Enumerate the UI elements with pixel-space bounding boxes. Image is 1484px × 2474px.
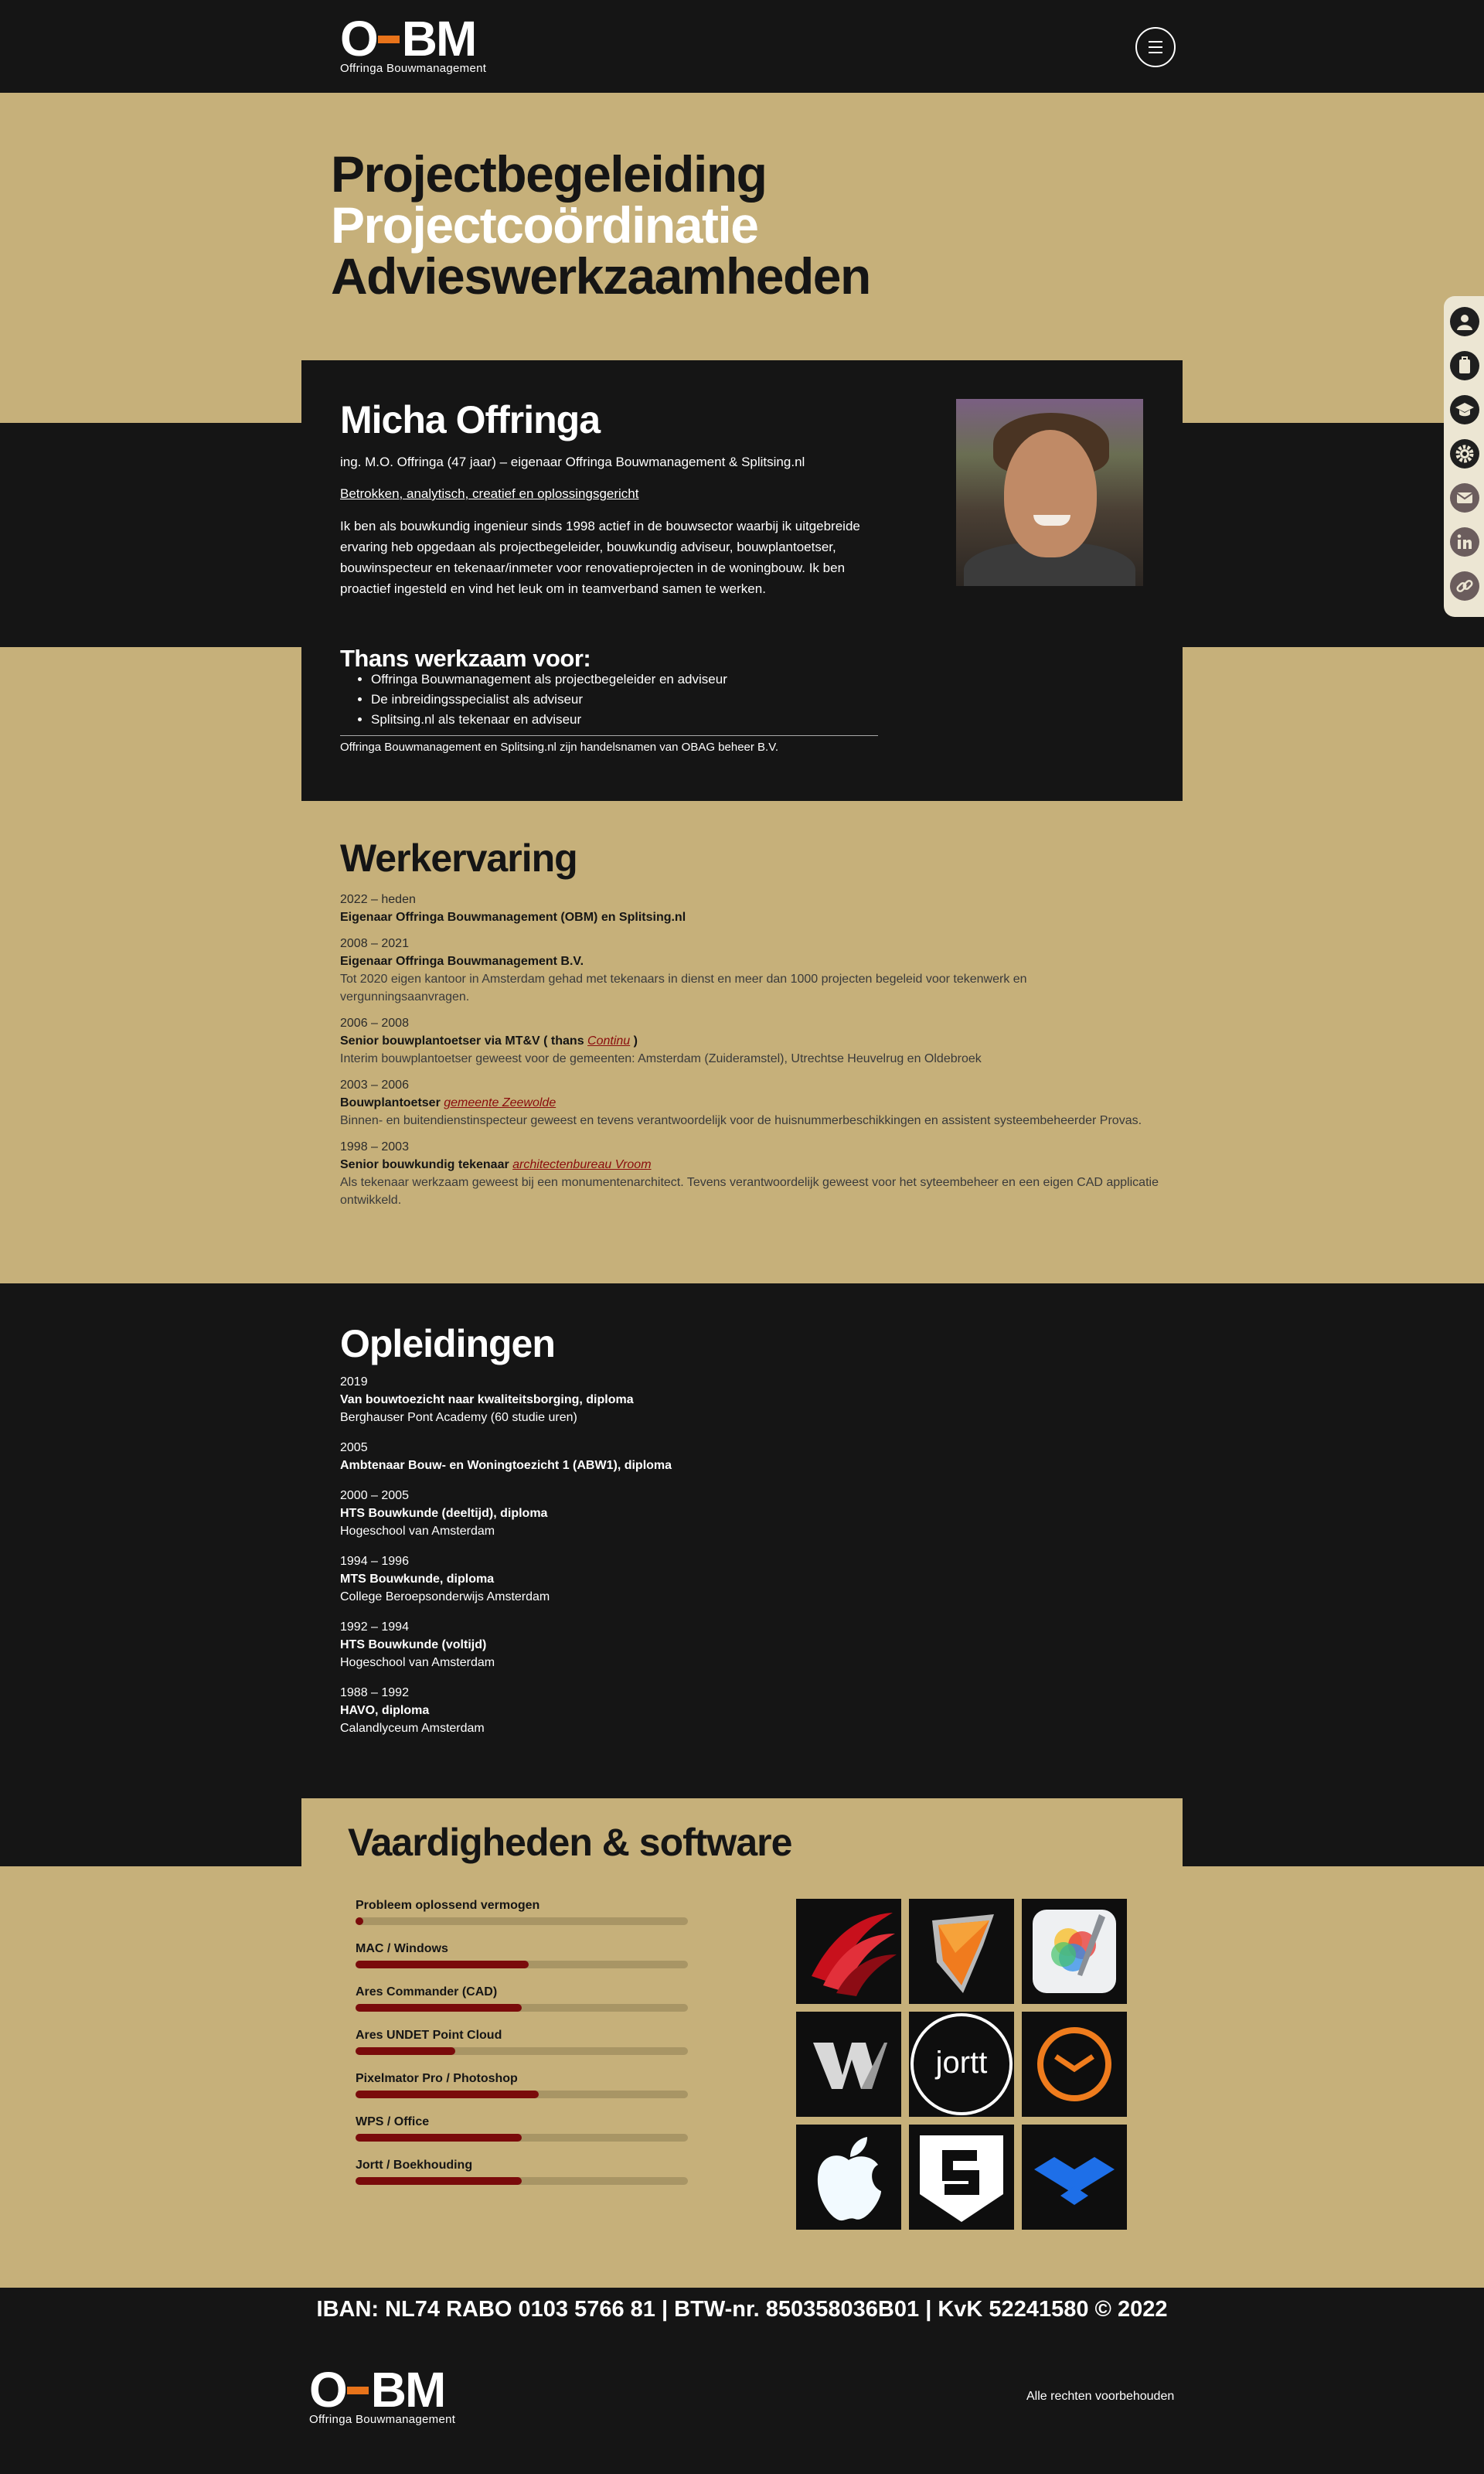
skill-label: Ares Commander (CAD): [356, 1985, 498, 1999]
experience-entry: [340, 1138, 1159, 1209]
entry-period: 2022 – heden: [340, 893, 416, 906]
entry-period: 2008 – 2021: [340, 937, 409, 950]
skill-label: WPS / Office: [356, 2115, 430, 2128]
entry-period: 1992 – 1994: [340, 1620, 409, 1634]
skill-label: Jortt / Boekhouding: [356, 2159, 473, 2172]
entry-period: 1988 – 1992: [340, 1686, 409, 1699]
jortt-label: jortt: [935, 2046, 988, 2080]
skill-progress-bar: [356, 2091, 688, 2098]
entry-period: 2005: [340, 1441, 368, 1454]
skill-item: [356, 2115, 688, 2142]
footer-logo[interactable]: [309, 2362, 464, 2428]
entry-role: Ambtenaar Bouw- en Woningtoezicht 1 (ABW1), diploma: [340, 1459, 672, 1472]
entry-period: 2003 – 2006: [340, 1079, 409, 1092]
entry-role-suffix: ): [630, 1034, 638, 1048]
sitejet-icon: [909, 2125, 1014, 2230]
hamburger-icon: [1149, 41, 1162, 43]
skill-progress-fill: [356, 2091, 539, 2098]
hamburger-icon-line: [1149, 46, 1162, 48]
entry-description: College Beroepsonderwijs Amsterdam: [340, 1590, 550, 1603]
skill-progress-fill: [356, 2004, 522, 2012]
hero-line-3: Advieswerkzaamheden: [331, 247, 870, 305]
entry-role: HAVO, diploma: [340, 1704, 430, 1717]
linkedin-icon[interactable]: [1450, 527, 1479, 557]
gear-icon[interactable]: [1450, 439, 1479, 469]
experience-entry: [340, 935, 1159, 1006]
entry-role: [340, 1032, 1159, 1050]
education-section: [340, 1320, 1159, 1750]
briefcase-icon[interactable]: [1450, 351, 1479, 380]
hero-line-2: Projectcoördinatie: [331, 196, 758, 254]
graduation-cap-icon[interactable]: [1450, 395, 1479, 424]
entry-role: MTS Bouwkunde, diploma: [340, 1573, 495, 1586]
entry-description: Hogeschool van Amsterdam: [340, 1525, 495, 1538]
currently-list: [340, 670, 878, 736]
jortt-icon: [909, 2012, 1014, 2117]
skill-progress-bar: [356, 2134, 688, 2142]
site-footer: [0, 2288, 1484, 2474]
list-item: • De inbreidingsspecialist als adviseur: [371, 690, 878, 710]
menu-button[interactable]: [1135, 27, 1176, 67]
ares-undet-icon: [909, 1899, 1014, 2004]
entry-role: HTS Bouwkunde (voltijd): [340, 1638, 487, 1651]
entry-role: HTS Bouwkunde (deeltijd), diploma: [340, 1507, 548, 1520]
wps-office-icon: [796, 2012, 901, 2117]
skill-item: [356, 2159, 688, 2185]
entry-link[interactable]: Continu: [587, 1034, 631, 1048]
entry-period: 1998 – 2003: [340, 1140, 409, 1154]
skill-progress-bar: [356, 2047, 688, 2055]
profile-subtitle: ing. M.O. Offringa (47 jaar) – eigenaar Offringa Bouwmanagement & Splitsing.nl: [340, 455, 805, 469]
site-header: [0, 0, 1484, 93]
email-client-icon: [1022, 2012, 1127, 2117]
skill-item: [356, 1985, 688, 2012]
profile-card: [301, 360, 1183, 801]
entry-description: Interim bouwplantoetser geweest voor de gemeenten: Amsterdam (Zuideramstel), Utrechtse Heuvelrug en Oldebroek: [340, 1052, 982, 1065]
education-entry: [340, 1373, 1159, 1426]
logo-mark: O BM: [340, 11, 476, 66]
entry-link[interactable]: gemeente Zeewolde: [444, 1096, 556, 1109]
hamburger-icon-line: [1149, 52, 1162, 53]
experience-entry: [340, 1014, 1159, 1068]
hero-line-1: Projectbegeleiding: [331, 145, 767, 203]
experience-entry: [340, 1076, 1159, 1130]
entry-link[interactable]: architectenbureau Vroom: [512, 1158, 652, 1171]
skill-label: MAC / Windows: [356, 1942, 448, 1955]
ares-commander-icon: [796, 1899, 901, 2004]
skill-label: Ares UNDET Point Cloud: [356, 2029, 502, 2042]
list-item: • Splitsing.nl als tekenaar en adviseur: [371, 710, 878, 730]
entry-role-text: Senior bouwkundig tekenaar: [340, 1158, 513, 1171]
entry-period: 2000 – 2005: [340, 1489, 409, 1502]
education-entry: [340, 1618, 1159, 1671]
skill-progress-fill: [356, 1961, 529, 1968]
profile-photo: [956, 399, 1143, 586]
education-entry: [340, 1552, 1159, 1606]
profile-bio: Ik ben als bouwkundig ingenieur sinds 1998 actief in de bouwsector waarbij ik uitgebreide ervaring heb opgedaan als projectbegeleider, bouwkundig adviseur, bouwplantoetser, bouwinspecteur en tekenaar/inmeter voor renovatieprojecten in de woningbouw. Ik ben proactief ingesteld en vind het leuk om in teamverband samen te werken.: [340, 519, 860, 596]
entry-role-text: Eigenaar Offringa Bouwmanagement B.V.: [340, 955, 584, 968]
entry-description: Binnen- en buitendienstinspecteur geweest en tevens verantwoordelijk voor de huisnummerbeschikkingen en assistent systeembeheerder Provas.: [340, 1114, 1142, 1127]
site-logo[interactable]: [340, 11, 495, 77]
skill-item: [356, 2072, 688, 2098]
footer-company-info: IBAN: NL74 RABO 0103 5766 81 | BTW-nr. 850358036B01 | KvK 52241580 © 2022: [316, 2297, 1168, 2322]
side-navigation: [1444, 296, 1484, 617]
skill-progress-fill: [356, 2177, 522, 2185]
dropbox-icon: [1022, 2125, 1127, 2230]
education-entry: [340, 1487, 1159, 1540]
skill-item: [356, 2029, 688, 2055]
logo-mark: O BM: [309, 2362, 445, 2418]
education-entry: [340, 1439, 1159, 1474]
entry-role: [340, 908, 1159, 926]
skill-progress-bar: [356, 1961, 688, 1968]
skill-progress-bar: [356, 1917, 688, 1925]
skill-item: [356, 1942, 688, 1968]
footer-rights: Alle rechten voorbehouden: [1026, 2390, 1175, 2403]
list-item: • Offringa Bouwmanagement als projectbegeleider en adviseur: [371, 670, 878, 690]
hero-titles: [331, 145, 870, 305]
entry-period: 2019: [340, 1375, 368, 1389]
entry-description: Calandlyceum Amsterdam: [340, 1722, 485, 1735]
education-entry: [340, 1684, 1159, 1737]
profile-tagline: Betrokken, analytisch, creatief en oplossingsgericht: [340, 486, 639, 501]
entry-role-text: Bouwplantoetser: [340, 1096, 444, 1109]
education-title: Opleidingen: [340, 1322, 555, 1365]
skill-progress-fill: [356, 2134, 522, 2142]
profile-note: Offringa Bouwmanagement en Splitsing.nl zijn handelsnamen van OBAG beheer B.V.: [340, 741, 779, 754]
entry-description: Hogeschool van Amsterdam: [340, 1656, 495, 1669]
skill-label: Pixelmator Pro / Photoshop: [356, 2072, 518, 2085]
pixelmator-icon: [1022, 1899, 1127, 2004]
entry-role-text: Eigenaar Offringa Bouwmanagement (OBM) en Splitsing.nl: [340, 911, 686, 924]
experience-entry: [340, 891, 1159, 926]
skills-band: [0, 1866, 1484, 2288]
profile-icon[interactable]: [1450, 307, 1479, 336]
entry-period: 2006 – 2008: [340, 1017, 409, 1030]
skill-progress-fill: [356, 2047, 455, 2055]
entry-period: 1994 – 1996: [340, 1555, 409, 1568]
skill-progress-bar: [356, 2177, 688, 2185]
skills-header-card: [301, 1798, 1183, 1869]
skills-title: Vaardigheden & software: [348, 1821, 792, 1864]
logo-subtitle: Offringa Bouwmanagement: [309, 2413, 456, 2426]
entry-description: Tot 2020 eigen kantoor in Amsterdam gehad met tekenaars in dienst en meer dan 1000 projecten begeleid voor tekenwerk en vergunningsaanvragen.: [340, 973, 1027, 1004]
entry-role: [340, 1156, 1159, 1174]
experience-section: [340, 835, 1159, 1218]
logo-subtitle: Offringa Bouwmanagement: [340, 62, 487, 75]
entry-description: Berghauser Pont Academy (60 studie uren): [340, 1411, 577, 1424]
link-icon[interactable]: [1450, 571, 1479, 601]
mail-icon[interactable]: [1450, 483, 1479, 513]
skill-label: Probleem oplossend vermogen: [356, 1899, 540, 1912]
currently-title: Thans werkzaam voor:: [340, 645, 591, 672]
experience-title: Werkervaring: [340, 837, 577, 880]
entry-role: [340, 1094, 1159, 1112]
skill-item: [356, 1899, 688, 1925]
skill-progress-fill: [356, 1917, 363, 1925]
entry-role: [340, 952, 1159, 970]
entry-role: Van bouwtoezicht naar kwaliteitsborging, diploma: [340, 1393, 634, 1406]
profile-name: Micha Offringa: [340, 398, 601, 441]
apple-icon: [796, 2125, 901, 2230]
entry-description: Als tekenaar werkzaam geweest bij een monumentenarchitect. Tevens verantwoordelijk geweest voor het syteembeheer en een eigen CAD applicatie ontwikkeld.: [340, 1176, 1159, 1207]
skill-progress-bar: [356, 2004, 688, 2012]
entry-role-text: Senior bouwplantoetser via MT&V ( thans: [340, 1034, 588, 1048]
